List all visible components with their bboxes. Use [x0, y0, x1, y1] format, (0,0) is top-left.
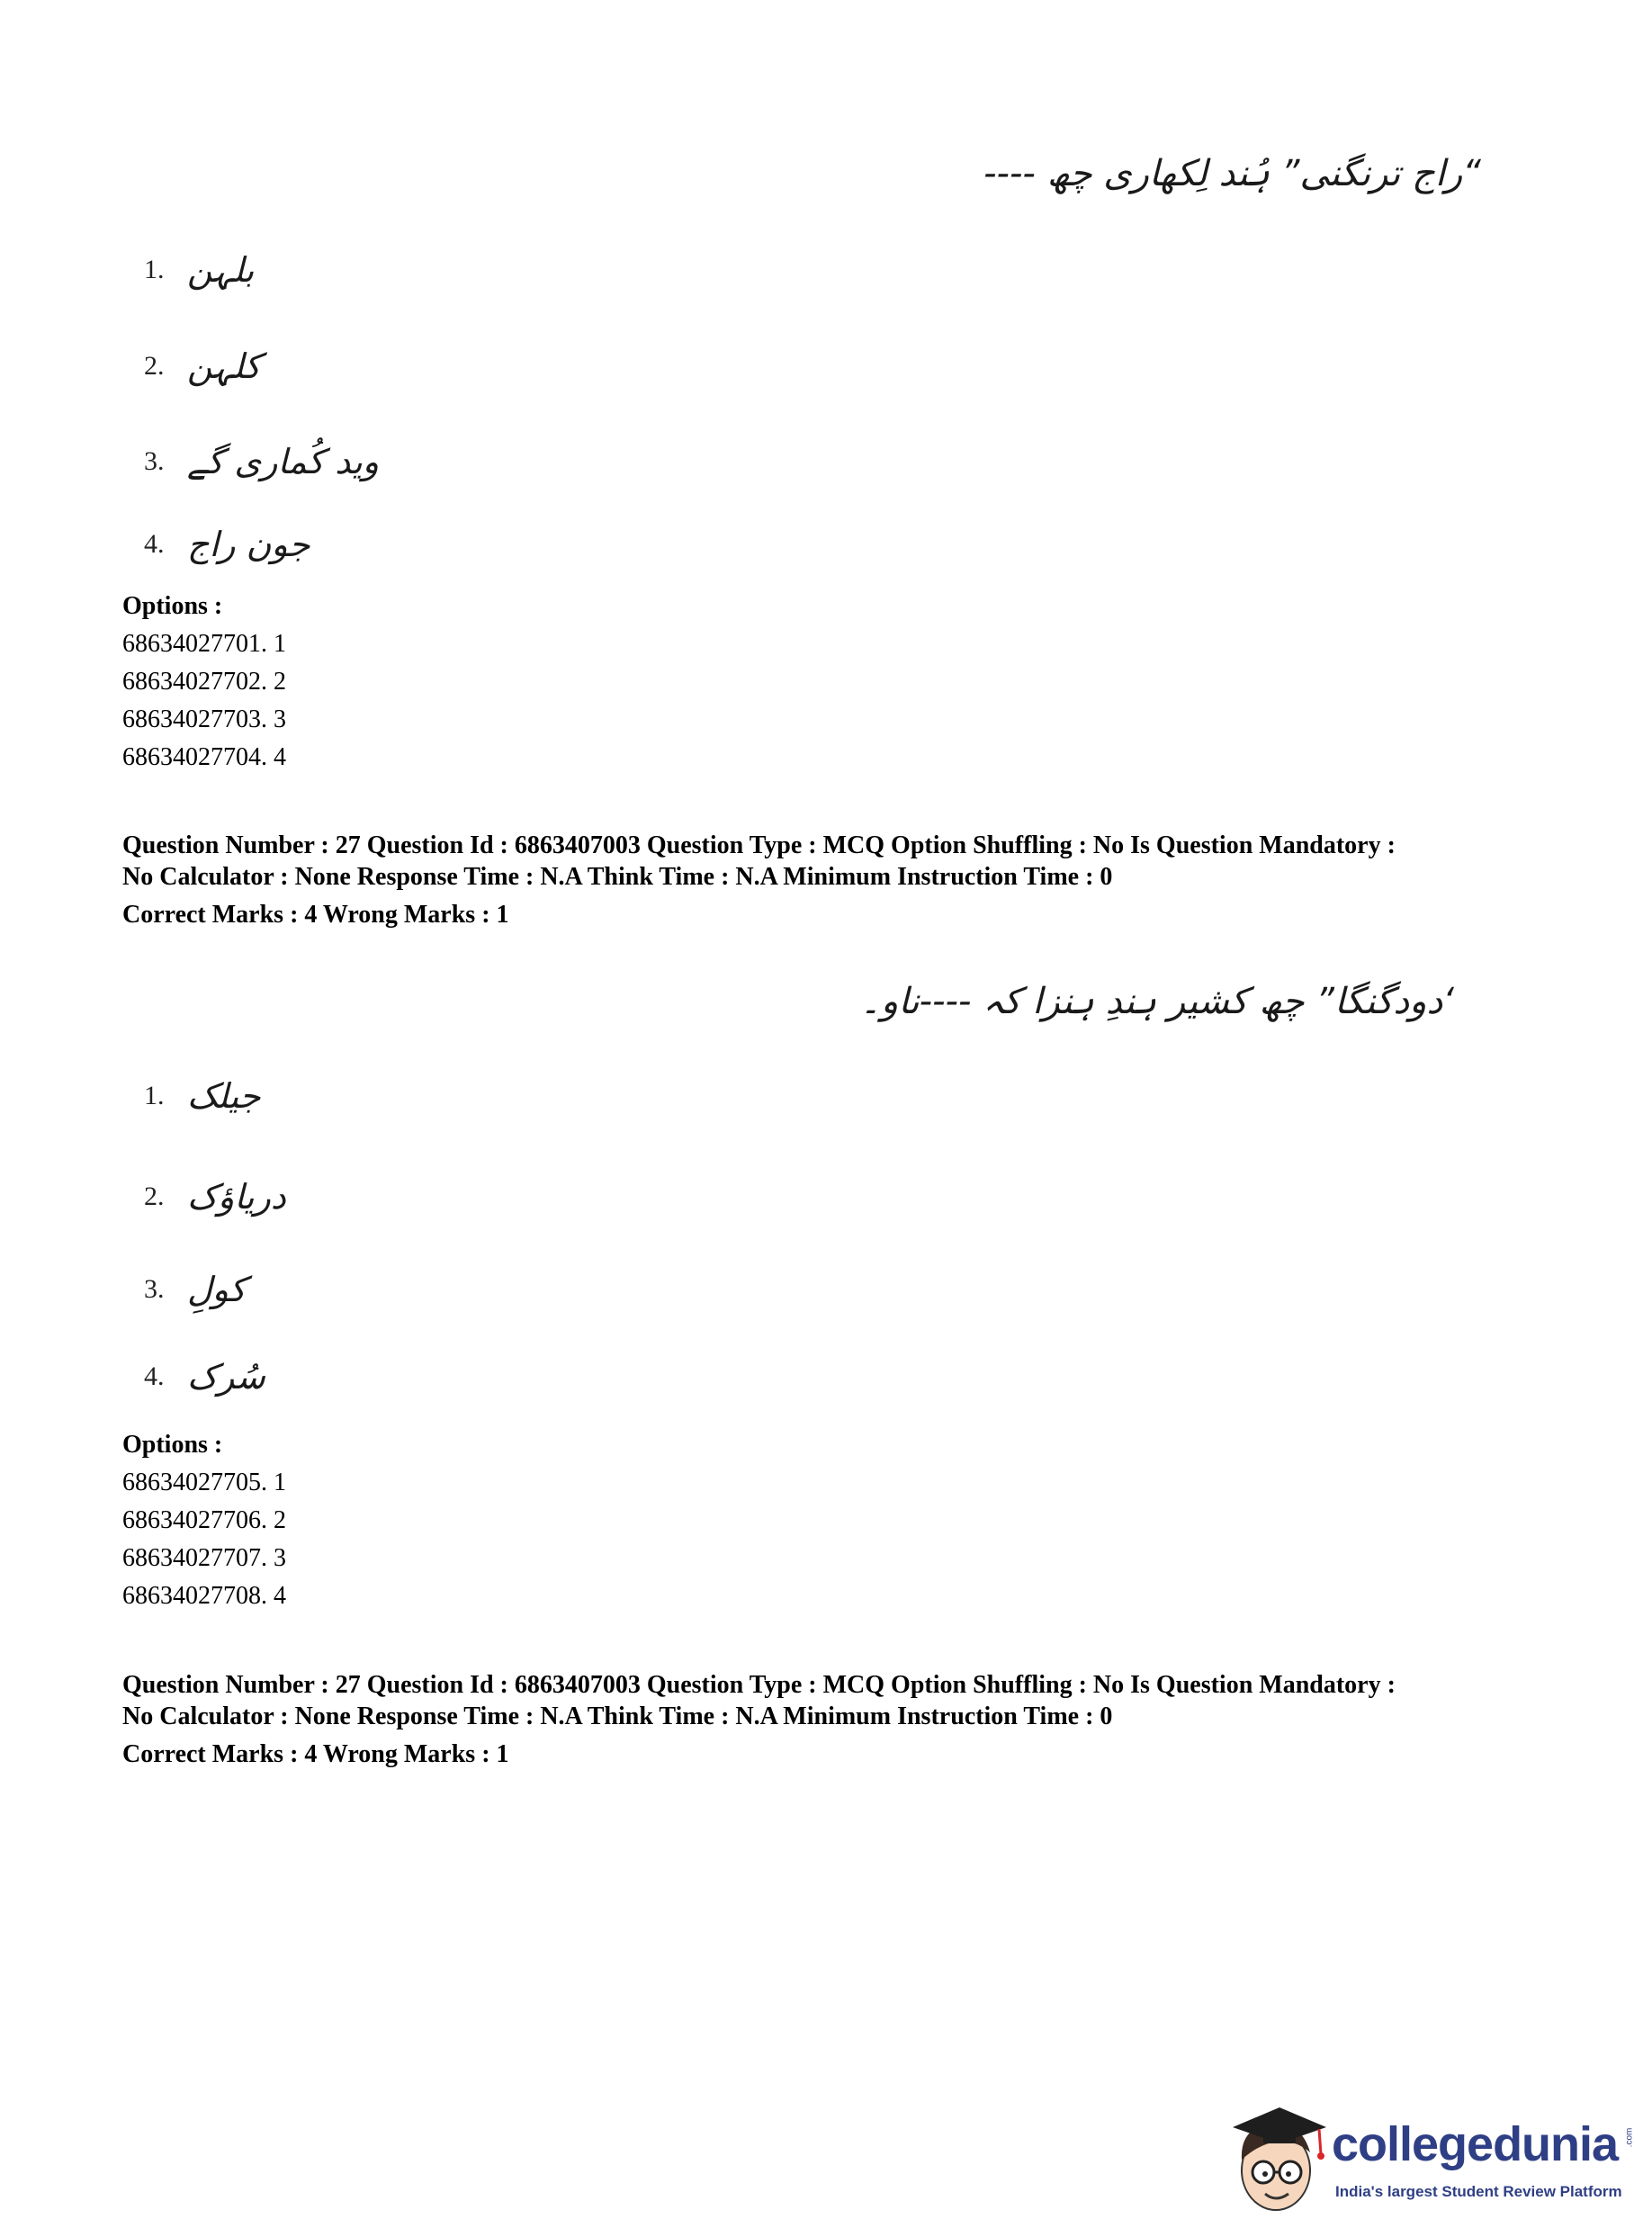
options-label: Options : [122, 592, 223, 620]
marks-line: Correct Marks : 4 Wrong Marks : 1 [122, 901, 509, 929]
answer-choice [144, 513, 310, 576]
option-id: 68634027701. 1 [122, 630, 286, 658]
option-id: 68634027705. 1 [122, 1469, 286, 1496]
option-id: 68634027706. 2 [122, 1506, 286, 1534]
choice-text: جون راج [187, 525, 310, 564]
question-stem: ‘دودگنگا” چھ کشیر ہندِ ہنزا کہ ----ناو۔ [859, 981, 1454, 1022]
question-stem: “راج ترنگنی” ہُند لِکھاری چھ ---- [983, 153, 1481, 194]
answer-choice [144, 238, 254, 301]
brand-suffix: .com [1624, 2127, 1635, 2148]
choice-text: جیلک [187, 1076, 261, 1116]
choice-number: 1. [144, 255, 165, 284]
answer-choice [144, 1165, 286, 1228]
option-id: 68634027703. 3 [122, 705, 286, 733]
choice-number: 4. [144, 1361, 165, 1391]
answer-choice [144, 1345, 265, 1408]
choice-text: بلہن [187, 250, 255, 290]
option-id: 68634027707. 3 [122, 1544, 286, 1572]
meta-line: Question Number : 27 Question Id : 6863407003 Question Type : MCQ Option Shuffling : No Is Question Mandatory : [122, 1671, 1396, 1699]
collegedunia-logo[interactable] [1224, 2097, 1638, 2223]
question-meta [122, 1669, 1544, 1732]
answer-choice [144, 1258, 246, 1321]
option-id: 68634027702. 2 [122, 668, 286, 696]
choice-text: وید کُماری گے [187, 442, 380, 481]
answer-choice [144, 335, 261, 398]
brand-tagline: India's largest Student Review Platform [1335, 2183, 1622, 2200]
student-mascot-icon [1224, 2097, 1332, 2223]
meta-line: No Calculator : None Response Time : N.A Think Time : N.A Minimum Instruction Time : 0 [122, 863, 1113, 891]
option-id: 68634027708. 4 [122, 1582, 286, 1610]
answer-choice [144, 1065, 261, 1127]
answer-choice [144, 430, 379, 493]
choice-text: دریاؤک [187, 1177, 286, 1217]
option-id: 68634027704. 4 [122, 743, 286, 771]
options-list [122, 1426, 286, 1615]
choice-text: سُرک [187, 1357, 265, 1397]
choice-number: 3. [144, 446, 165, 476]
choice-number: 4. [144, 529, 165, 559]
options-list [122, 588, 286, 777]
meta-line: Question Number : 27 Question Id : 6863407003 Question Type : MCQ Option Shuffling : No Is Question Mandatory : [122, 831, 1396, 859]
brand-name: collegedunia [1332, 2117, 1619, 2171]
meta-line: No Calculator : None Response Time : N.A Think Time : N.A Minimum Instruction Time : 0 [122, 1702, 1113, 1730]
choice-text: کولِ [187, 1270, 247, 1309]
choice-number: 2. [144, 1181, 165, 1211]
choice-text: کلہن [187, 346, 261, 386]
question-meta [122, 830, 1544, 893]
marks-line: Correct Marks : 4 Wrong Marks : 1 [122, 1740, 509, 1768]
choice-number: 1. [144, 1081, 165, 1110]
choice-number: 3. [144, 1274, 165, 1304]
options-label: Options : [122, 1431, 223, 1459]
choice-number: 2. [144, 351, 165, 381]
